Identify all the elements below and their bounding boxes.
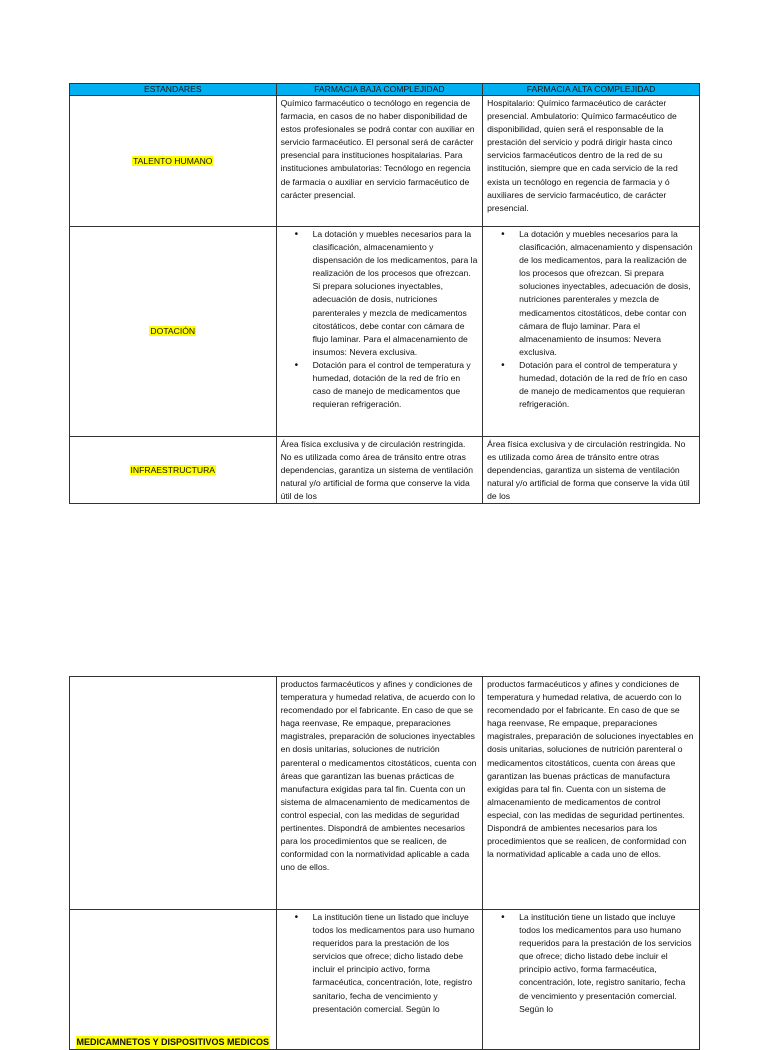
standard-cell [70, 910, 277, 1050]
header-high-complexity: FARMACIA ALTA COMPLEJIDAD [483, 84, 700, 96]
header-row [70, 84, 700, 96]
bullet-list [281, 911, 479, 1016]
row-dotacion [70, 227, 700, 437]
low-complexity-cell [276, 227, 483, 437]
standard-cell-empty [70, 677, 277, 910]
row-talento-humano [70, 96, 700, 227]
header-standards: ESTANDARES [70, 84, 277, 96]
high-complexity-cell [483, 227, 700, 437]
bullet-list [487, 911, 695, 1016]
low-complexity-cell: productos farmacéuticos y afines y condiciones de temperatura y humedad relativa, de acuerdo con lo recomendado por el fabricante. En caso de que se haga reenvase, Re empaque, preparaciones magistrales, preparación de soluciones inyectables en dosis unitarias, soluciones de nutrición parenteral o medicamentos citostáticos, cuenta con áreas que garantizan las buenas prácticas de manufactura exigidas para tal fin. Cuenta con un sistema de almacenamiento de medicamentos de control especial, con las medidas de seguridad pertinentes. Dispondrá de ambientes necesarios para los procedimientos que se realicen, de conformidad con la normatividad aplicable a cada uno de ellos. [276, 677, 483, 910]
low-complexity-cell: Área física exclusiva y de circulación restringida. No es utilizada como área de tránsito entre otras dependencias, garantiza un sistema de ventilación natural y/o artificial de forma que conserve la vida útil de los [276, 437, 483, 504]
list-item: • La institución tiene un listado que incluye todos los medicamentos para uso humano requeridos para la prestación de los servicios que ofrece; dicho listado debe incluir el principio activo, forma farmacéutica, concentración, lote, registro sanitario, fecha de vencimiento y presentación comercial. Según lo [313, 911, 479, 1016]
row-infraestructura-continued [70, 677, 700, 910]
standard-label-talento: TALENTO HUMANO [133, 155, 213, 166]
high-complexity-cell: Área física exclusiva y de circulación restringida. No es utilizada como área de tránsito entre otras dependencias, garantiza un sistema de ventilación natural y/o artificial de forma que conserve la vida útil de los [483, 437, 700, 504]
row-infraestructura [70, 437, 700, 504]
bullet-list [281, 228, 479, 411]
standard-cell [70, 227, 277, 437]
high-complexity-cell: productos farmacéuticos y afines y condiciones de temperatura y humedad relativa, de acuerdo con lo recomendado por el fabricante. En caso de que se haga reenvase, Re empaque, preparaciones magistrales, preparación de soluciones inyectables en dosis unitarias, soluciones de nutrición parenteral o medicamentos citostáticos, cuenta con áreas que garantizan las buenas prácticas de manufactura exigidas para tal fin. Cuenta con un sistema de almacenamiento de medicamentos de control especial, con las medidas de seguridad pertinentes. Dispondrá de ambientes necesarios para los procedimientos que se realicen, de conformidad con la normatividad aplicable a cada uno de ellos. [483, 677, 700, 910]
standard-label-infraestructura: INFRAESTRUCTURA [130, 465, 216, 476]
list-item: • Dotación para el control de temperatura y humedad, dotación de la red de frío en caso de manejo de medicamentos que requieran refrigeración. [313, 359, 479, 411]
list-item: • Dotación para el control de temperatura y humedad, dotación de la red de frío en caso de manejo de medicamentos que requieran refrigeración. [519, 359, 695, 411]
standard-cell [70, 96, 277, 227]
standard-label-medicamentos: MEDICAMNETOS Y DISPOSITIVOS MEDICOS [76, 1036, 271, 1049]
high-complexity-cell: Hospitalario: Químico farmacéutico de carácter presencial. Ambulatorio: Químico farmacéutico de disponibilidad, quien será el responsable de la prestación del servicio y podrá dirigir hasta cinco servicios farmacéuticos dentro de la red de su institución, siempre que en cada servicio de la red exista un tecnólogo en regencia de farmacia y ó auxiliares de servicio farmacéutico, de carácter presencial. [483, 96, 700, 227]
list-item: • La dotación y muebles necesarios para la clasificación, almacenamiento y dispensación de los medicamentos, para la realización de los procesos que ofrezcan. Si prepara soluciones inyectables, adecuación de dosis, nutriciones parenterales y mezcla de medicamentos citostáticos, debe contar con cámara de flujo laminar. Para el almacenamiento de insumos: Nevera exclusiva. [313, 228, 479, 359]
standard-cell [70, 437, 277, 504]
standards-table-page-1 [69, 83, 700, 504]
standards-table-page-2 [69, 676, 700, 1050]
standard-label-dotacion: DOTACIÓN [150, 326, 196, 337]
low-complexity-cell: Químico farmacéutico o tecnólogo en regencia de farmacia, en casos de no haber disponibilidad de estos profesionales se podrá contar con auxiliar en servicio farmacéutico. El personal será de carácter presencial para instituciones hospitalarias. Para instituciones ambulatorias: Tecnólogo en regencia de farmacia o auxiliar en servicio farmacéutico de carácter presencial. [276, 96, 483, 227]
high-complexity-cell [483, 910, 700, 1050]
list-item: • La institución tiene un listado que incluye todos los medicamentos para uso humano requeridos para la prestación de los servicios que ofrece; dicho listado debe incluir el principio activo, forma farmacéutica, concentración, lote, registro sanitario, fecha de vencimiento y presentación comercial. Según lo [519, 911, 695, 1016]
header-low-complexity: FARMACIA BAJA COMPLEJIDAD [276, 84, 483, 96]
list-item: • La dotación y muebles necesarios para la clasificación, almacenamiento y dispensación de los medicamentos, para la realización de los procesos que ofrezcan. Si prepara soluciones inyectables, adecuación de dosis, nutriciones parenterales y mezcla de medicamentos citostáticos, debe contar con cámara de flujo laminar. Para el almacenamiento de insumos: Nevera exclusiva. [519, 228, 695, 359]
low-complexity-cell [276, 910, 483, 1050]
row-medicamentos [70, 910, 700, 1050]
bullet-list [487, 228, 695, 411]
